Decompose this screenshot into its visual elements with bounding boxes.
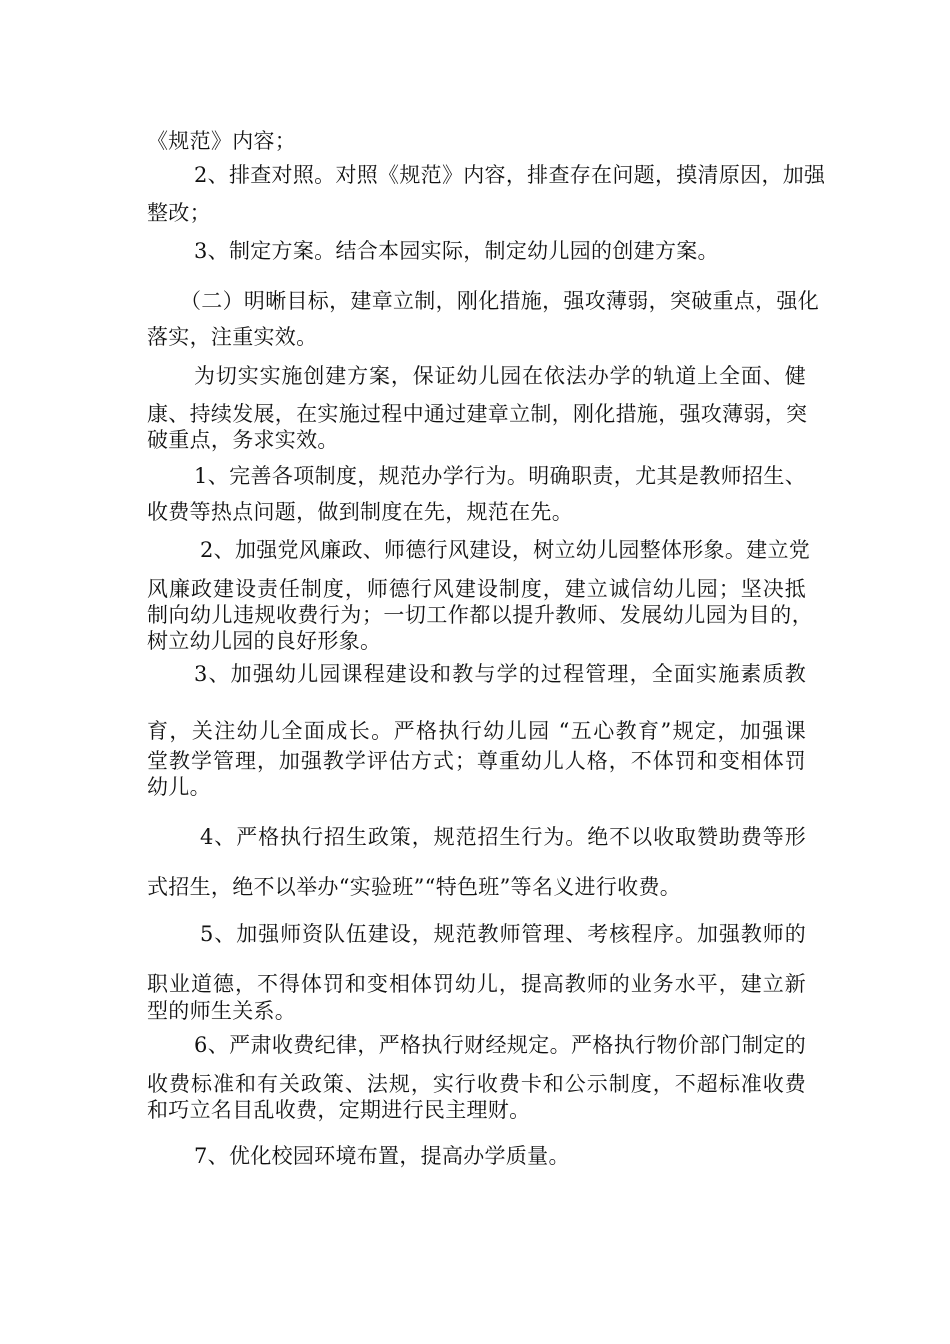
section-heading: （二）明晰目标，建章立制，刚化措施，强攻薄弱，突破重点，强化 [180,289,819,313]
text-line: 型的师生关系。 [147,999,297,1023]
text-line: 5、加强师资队伍建设，规范教师管理、考核程序。加强教师的 [200,922,806,946]
text-line: 3、制定方案。结合本园实际，制定幼儿园的创建方案。 [194,239,719,263]
text-line: 制向幼儿违规收费行为；一切工作都以提升教师、发展幼儿园为目的， [147,603,813,627]
text-line: 为切实实施创建方案，保证幼儿园在依法办学的轨道上全面、健 [194,364,806,388]
text-line: 风廉政建设责任制度，师德行风建设制度，建立诚信幼儿园；坚决抵 [147,577,806,601]
text-line: 康、持续发展，在实施过程中通过建章立制，刚化措施，强攻薄弱，突 [147,402,808,426]
text-line: 收费等热点问题，做到制度在先，规范在先。 [147,500,573,524]
text-line: 1、完善各项制度，规范办学行为。明确职责，尤其是教师招生、 [194,464,806,488]
text-line: 2、排查对照。对照《规范》内容，排查存在问题，摸清原因，加强 [194,163,826,187]
text-line: 破重点，务求实效。 [147,428,339,452]
text-line: 幼儿。 [147,775,211,799]
text-line: 职业道德，不得体罚和变相体罚幼儿，提高教师的业务水平，建立新 [147,972,806,996]
text-line: 4、严格执行招生政策，规范招生行为。绝不以收取赞助费等形 [200,825,806,849]
text-line: 整改； [147,201,211,225]
text-line: 收费标准和有关政策、法规，实行收费卡和公示制度，不超标准收费 [147,1072,806,1096]
text-line: 育，关注幼儿全面成长。严格执行幼儿园 “五心教育”规定，加强课 [147,719,806,743]
text-line: 落实，注重实效。 [147,325,318,349]
text-line: 2、加强党风廉政、师德行风建设，树立幼儿园整体形象。建立党 [200,538,811,562]
text-line: 7、优化校园环境布置，提高办学质量。 [194,1144,570,1168]
text-line: 和巧立名目乱收费，定期进行民主理财。 [147,1098,531,1122]
text-line: 式招生，绝不以举办“实验班”“特色班”等名义进行收费。 [147,875,682,899]
text-line: 树立幼儿园的良好形象。 [147,629,382,653]
text-line: 6、严肃收费纪律，严格执行财经规定。严格执行物价部门制定的 [194,1033,806,1057]
text-line: 堂教学管理，加强教学评估方式；尊重幼儿人格，不体罚和变相体罚 [147,749,806,773]
text-line: 3、加强幼儿园课程建设和教与学的过程管理，全面实施素质教 [194,662,806,686]
text-line: 《规范》内容； [147,129,297,153]
